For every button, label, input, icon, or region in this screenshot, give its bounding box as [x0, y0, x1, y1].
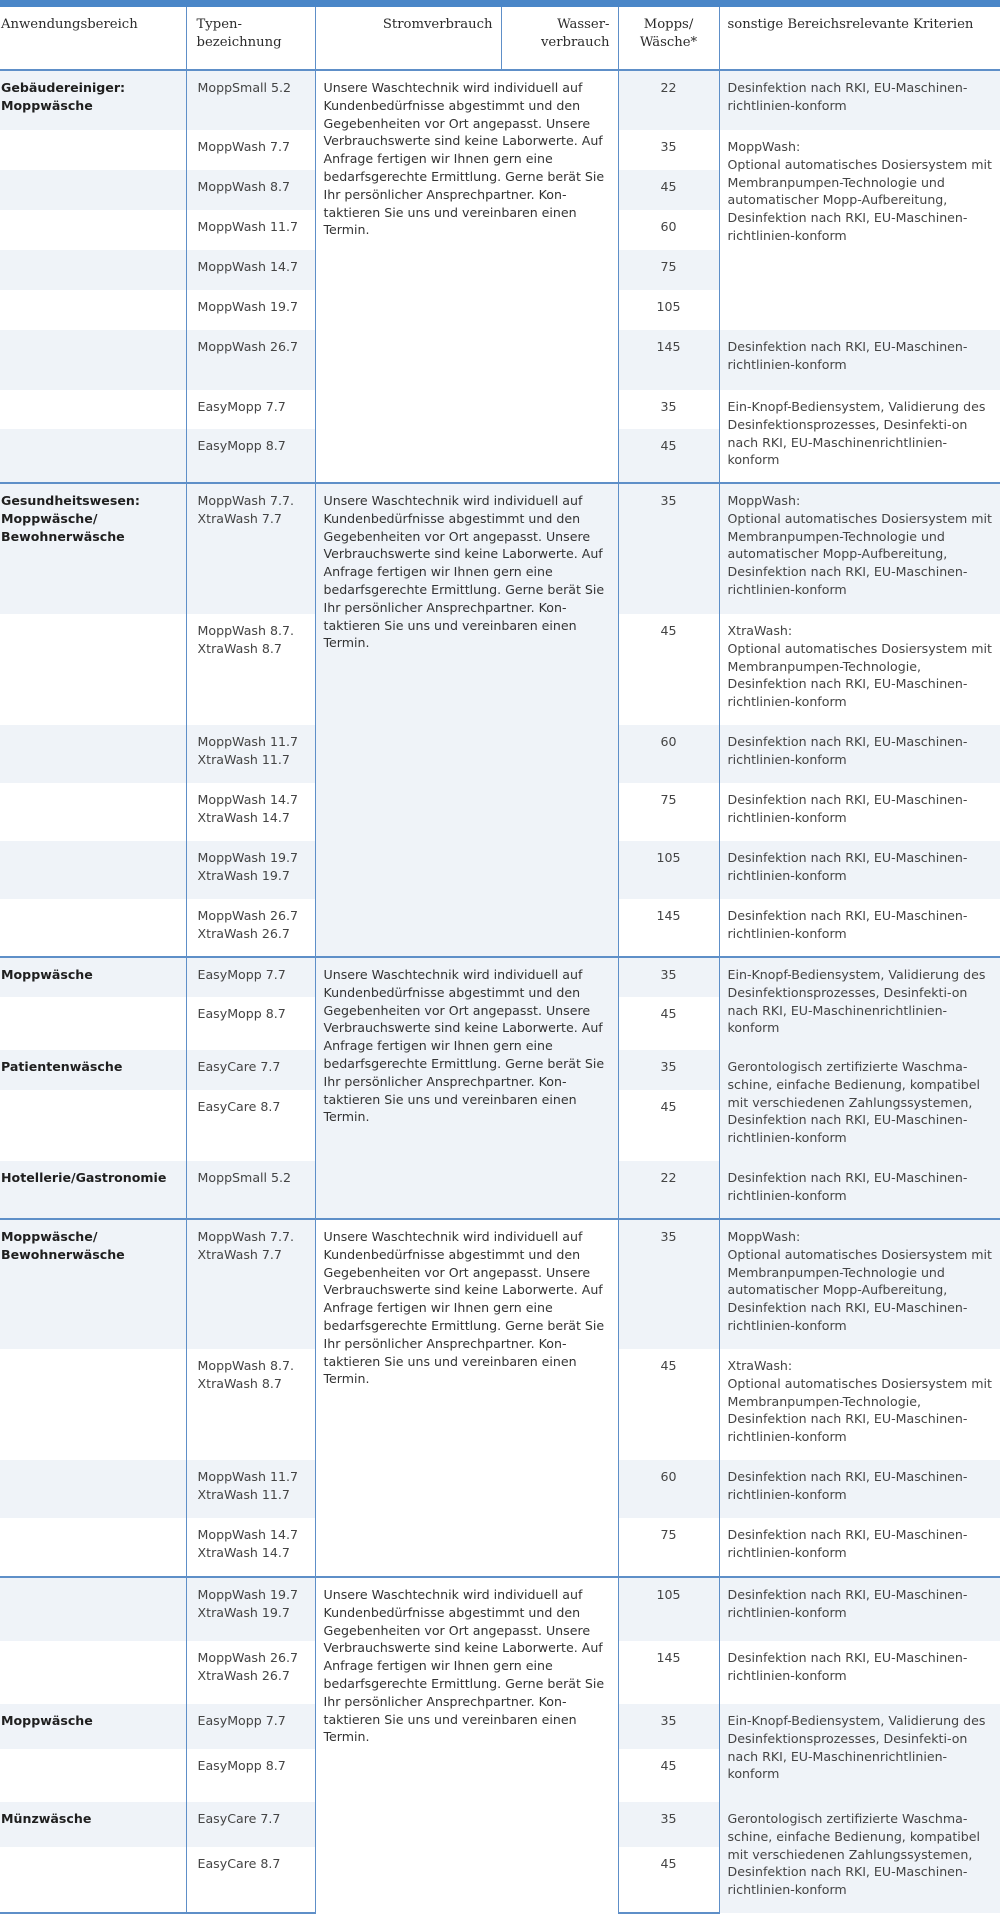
mopps-cell: 145: [618, 1641, 719, 1704]
mopps-cell: 45: [618, 429, 719, 483]
area-cell: [0, 1847, 186, 1913]
model-cell: MoppWash 14.7: [186, 250, 315, 290]
criteria-cell: MoppWash: Optional automatisches Dosiersystem mit Membranpumpen-Technologie und automatischer Mopp-Aufbereitung, Desinfektion nach RKI, EU-Maschinen-richtlinien-konform: [719, 130, 1000, 330]
model-cell: MoppWash 8.7. XtraWash 8.7: [186, 614, 315, 725]
area-cell: Gesundheitswesen: Moppwäsche/ Bewohnerwäsche: [0, 483, 186, 614]
area-cell: Patientenwäsche: [0, 1050, 186, 1090]
header-type-text: Typen- bezeichnung: [196, 17, 282, 50]
area-cell: Moppwäsche: [0, 957, 186, 997]
mopps-cell: 105: [618, 1577, 719, 1641]
mopps-cell: 75: [618, 1518, 719, 1577]
mopps-cell: 35: [618, 390, 719, 429]
header-row: [0, 7, 1000, 70]
area-cell: [0, 614, 186, 725]
header-water: [501, 7, 618, 70]
mopps-cell: 105: [618, 290, 719, 330]
criteria-cell: Ein-Knopf-Bediensystem, Validierung des Desinfektionsprozesses, Desinfekti-on nach RKI, EU-Maschinenrichtlinien-konform: [719, 1704, 1000, 1802]
criteria-cell: MoppWash: Optional automatisches Dosiersystem mit Membranpumpen-Technologie und automatischer Mopp-Aufbereitung, Desinfektion nach RKI, EU-Maschinen-richtlinien-konform: [719, 1219, 1000, 1349]
criteria-cell: Desinfektion nach RKI, EU-Maschinen-richtlinien-konform: [719, 1641, 1000, 1704]
mopps-cell: 35: [618, 1050, 719, 1090]
criteria-cell: XtraWash: Optional automatisches Dosiersystem mit Membranpumpen-Technologie, Desinfektion nach RKI, EU-Maschinen-richtlinien-konform: [719, 614, 1000, 725]
criteria-cell: Desinfektion nach RKI, EU-Maschinen-richtlinien-konform: [719, 725, 1000, 783]
model-cell: MoppWash 26.7 XtraWash 26.7: [186, 1641, 315, 1704]
criteria-cell: MoppWash: Optional automatisches Dosiersystem mit Membranpumpen-Technologie und automatischer Mopp-Aufbereitung, Desinfektion nach RKI, EU-Maschinen-richtlinien-konform: [719, 483, 1000, 614]
model-cell: MoppWash 7.7: [186, 130, 315, 170]
area-cell: Münzwäsche: [0, 1802, 186, 1847]
model-cell: MoppWash 8.7. XtraWash 8.7: [186, 1349, 315, 1460]
area-cell: [0, 1641, 186, 1704]
area-cell: [0, 1090, 186, 1161]
product-table: [0, 7, 1000, 1914]
area-cell: Moppwäsche: [0, 1704, 186, 1749]
mopps-cell: 22: [618, 1161, 719, 1219]
mopps-cell: 45: [618, 1349, 719, 1460]
model-cell: EasyCare 8.7: [186, 1090, 315, 1161]
header-water-text: Wasser- verbrauch: [540, 17, 610, 50]
area-cell: [0, 899, 186, 957]
mopps-cell: 35: [618, 130, 719, 170]
mopps-cell: 145: [618, 899, 719, 957]
header-mopps: [618, 7, 719, 70]
criteria-cell: Desinfektion nach RKI, EU-Maschinen-richtlinien-konform: [719, 1161, 1000, 1219]
model-cell: MoppWash 19.7 XtraWash 19.7: [186, 1577, 315, 1641]
model-cell: MoppWash 7.7. XtraWash 7.7: [186, 483, 315, 614]
model-cell: MoppWash 26.7: [186, 330, 315, 390]
model-cell: MoppWash 14.7 XtraWash 14.7: [186, 1518, 315, 1577]
table-row: [0, 1577, 1000, 1641]
header-criteria: sonstige Bereichsrelevante Kriterien: [719, 7, 1000, 70]
criteria-cell: Gerontologisch zertifizierte Waschma-schine, einfache Bedienung, kompatibel mit verschiedenen Zahlungssystemen, Desinfektion nach RKI, EU-Maschinen-richtlinien-konform: [719, 1802, 1000, 1913]
table-row: [0, 483, 1000, 614]
criteria-cell: Desinfektion nach RKI, EU-Maschinen-richtlinien-konform: [719, 1577, 1000, 1641]
area-cell: [0, 290, 186, 330]
mopps-cell: 35: [618, 957, 719, 997]
criteria-cell: Gerontologisch zertifizierte Waschma-schine, einfache Bedienung, kompatibel mit verschiedenen Zahlungssystemen, Desinfektion nach RKI, EU-Maschinen-richtlinien-konform: [719, 1050, 1000, 1161]
header-power: Stromverbrauch: [315, 7, 501, 70]
criteria-cell: Desinfektion nach RKI, EU-Maschinen-richtlinien-konform: [719, 841, 1000, 899]
area-cell: Gebäudereiniger: Moppwäsche: [0, 70, 186, 130]
header-type: [186, 7, 315, 70]
mopps-cell: 35: [618, 483, 719, 614]
area-cell: [0, 997, 186, 1050]
criteria-cell: Desinfektion nach RKI, EU-Maschinen-richtlinien-konform: [719, 330, 1000, 390]
area-cell: Moppwäsche/ Bewohnerwäsche: [0, 1219, 186, 1349]
area-cell: [0, 1460, 186, 1518]
criteria-cell: Desinfektion nach RKI, EU-Maschinen-richtlinien-konform: [719, 1518, 1000, 1577]
model-cell: EasyMopp 7.7: [186, 390, 315, 429]
model-cell: MoppWash 19.7: [186, 290, 315, 330]
area-cell: Hotellerie/Gastronomie: [0, 1161, 186, 1219]
area-cell: [0, 390, 186, 429]
model-cell: MoppWash 7.7. XtraWash 7.7: [186, 1219, 315, 1349]
area-cell: [0, 210, 186, 250]
model-cell: EasyMopp 8.7: [186, 997, 315, 1050]
model-cell: MoppWash 19.7 XtraWash 19.7: [186, 841, 315, 899]
model-cell: MoppSmall 5.2: [186, 1161, 315, 1219]
model-cell: EasyCare 7.7: [186, 1802, 315, 1847]
consumption-note: Unsere Waschtechnik wird individuell auf Kundenbedürfnisse abgestimmt und den Gegebenheiten vor Ort angepasst. Unsere Verbrauchswerte sind keine Laborwerte. Auf Anfrage fertigen wir Ihnen gern eine bedarfsgerechte Ermittlung. Gerne berät Sie Ihr persönlicher Ansprechpartner. Kon-taktieren Sie uns und vereinbaren einen Termin.: [315, 957, 618, 1219]
model-cell: EasyMopp 8.7: [186, 429, 315, 483]
mopps-cell: 45: [618, 170, 719, 210]
mopps-cell: 45: [618, 614, 719, 725]
mopps-cell: 45: [618, 1847, 719, 1913]
area-cell: [0, 783, 186, 841]
mopps-cell: 45: [618, 997, 719, 1050]
consumption-note: Unsere Waschtechnik wird individuell auf Kundenbedürfnisse abgestimmt und den Gegebenheiten vor Ort angepasst. Unsere Verbrauchswerte sind keine Laborwerte. Auf Anfrage fertigen wir Ihnen gern eine bedarfsgerechte Ermittlung. Gerne berät Sie Ihr persönlicher Ansprechpartner. Kon-taktieren Sie uns und vereinbaren einen Termin.: [315, 1219, 618, 1577]
area-cell: [0, 1577, 186, 1641]
model-cell: MoppWash 8.7: [186, 170, 315, 210]
area-cell: [0, 429, 186, 483]
criteria-cell: Ein-Knopf-Bediensystem, Validierung des Desinfektionsprozesses, Desinfekti-on nach RKI, EU-Maschinenrichtlinien-konform: [719, 390, 1000, 483]
criteria-cell: Desinfektion nach RKI, EU-Maschinen-richtlinien-konform: [719, 70, 1000, 130]
mopps-cell: 35: [618, 1802, 719, 1847]
mopps-cell: 60: [618, 1460, 719, 1518]
criteria-cell: Desinfektion nach RKI, EU-Maschinen-richtlinien-konform: [719, 1460, 1000, 1518]
table-row: [0, 957, 1000, 997]
model-cell: EasyCare 8.7: [186, 1847, 315, 1913]
model-cell: EasyMopp 7.7: [186, 1704, 315, 1749]
table-body: [0, 70, 1000, 1913]
model-cell: MoppWash 11.7 XtraWash 11.7: [186, 1460, 315, 1518]
area-cell: [0, 170, 186, 210]
criteria-cell: Desinfektion nach RKI, EU-Maschinen-richtlinien-konform: [719, 783, 1000, 841]
mopps-cell: 35: [618, 1219, 719, 1349]
consumption-note: Unsere Waschtechnik wird individuell auf Kundenbedürfnisse abgestimmt und den Gegebenheiten vor Ort angepasst. Unsere Verbrauchswerte sind keine Laborwerte. Auf Anfrage fertigen wir Ihnen gern eine bedarfsgerechte Ermittlung. Gerne berät Sie Ihr persönlicher Ansprechpartner. Kon-taktieren Sie uns und vereinbaren einen Termin.: [315, 483, 618, 957]
mopps-cell: 22: [618, 70, 719, 130]
table-row: [0, 70, 1000, 130]
model-cell: MoppWash 11.7: [186, 210, 315, 250]
mopps-cell: 105: [618, 841, 719, 899]
table-row: [0, 1219, 1000, 1349]
mopps-cell: 35: [618, 1704, 719, 1749]
mopps-cell: 45: [618, 1749, 719, 1802]
mopps-cell: 60: [618, 725, 719, 783]
area-cell: [0, 1518, 186, 1577]
consumption-note: Unsere Waschtechnik wird individuell auf Kundenbedürfnisse abgestimmt und den Gegebenheiten vor Ort angepasst. Unsere Verbrauchswerte sind keine Laborwerte. Auf Anfrage fertigen wir Ihnen gern eine bedarfsgerechte Ermittlung. Gerne berät Sie Ihr persönlicher Ansprechpartner. Kon-taktieren Sie uns und vereinbaren einen Termin.: [315, 1577, 618, 1913]
area-cell: [0, 1749, 186, 1802]
criteria-cell: Ein-Knopf-Bediensystem, Validierung des Desinfektionsprozesses, Desinfekti-on nach RKI, EU-Maschinenrichtlinien-konform: [719, 957, 1000, 1050]
area-cell: [0, 725, 186, 783]
area-cell: [0, 330, 186, 390]
model-cell: MoppWash 14.7 XtraWash 14.7: [186, 783, 315, 841]
area-cell: [0, 841, 186, 899]
mopps-cell: 45: [618, 1090, 719, 1161]
header-area: Anwendungsbereich: [0, 7, 186, 70]
model-cell: EasyMopp 8.7: [186, 1749, 315, 1802]
consumption-note: Unsere Waschtechnik wird individuell auf Kundenbedürfnisse abgestimmt und den Gegebenheiten vor Ort angepasst. Unsere Verbrauchswerte sind keine Laborwerte. Auf Anfrage fertigen wir Ihnen gern eine bedarfsgerechte Ermittlung. Gerne berät Sie Ihr persönlicher Ansprechpartner. Kon-taktieren Sie uns und vereinbaren einen Termin.: [315, 70, 618, 483]
mopps-cell: 75: [618, 250, 719, 290]
model-cell: MoppSmall 5.2: [186, 70, 315, 130]
header-mopps-text: Mopps/ Wäsche*: [639, 17, 698, 50]
model-cell: EasyMopp 7.7: [186, 957, 315, 997]
area-cell: [0, 130, 186, 170]
model-cell: EasyCare 7.7: [186, 1050, 315, 1090]
mopps-cell: 60: [618, 210, 719, 250]
mopps-cell: 75: [618, 783, 719, 841]
top-accent-bar: [0, 0, 1000, 7]
area-cell: [0, 250, 186, 290]
mopps-cell: 145: [618, 330, 719, 390]
criteria-cell: Desinfektion nach RKI, EU-Maschinen-richtlinien-konform: [719, 899, 1000, 957]
criteria-cell: XtraWash: Optional automatisches Dosiersystem mit Membranpumpen-Technologie, Desinfektion nach RKI, EU-Maschinen-richtlinien-konform: [719, 1349, 1000, 1460]
area-cell: [0, 1349, 186, 1460]
model-cell: MoppWash 26.7 XtraWash 26.7: [186, 899, 315, 957]
model-cell: MoppWash 11.7 XtraWash 11.7: [186, 725, 315, 783]
